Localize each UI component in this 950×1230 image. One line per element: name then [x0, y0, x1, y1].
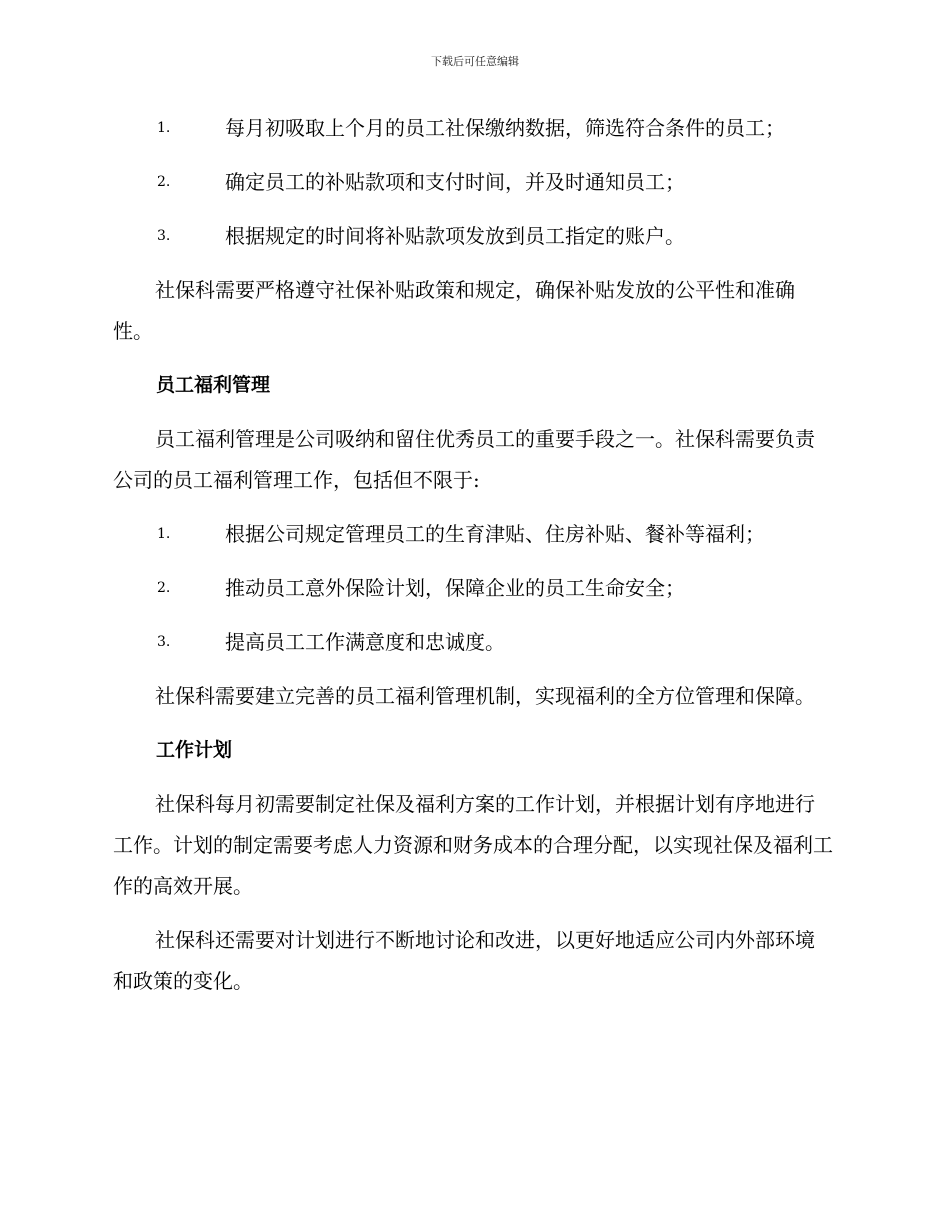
list-number: 1. — [157, 120, 171, 136]
list-text: 根据公司规定管理员工的生育津贴、住房补贴、餐补等福利； — [225, 522, 765, 546]
list-text: 提高员工工作满意度和忠诚度。 — [225, 630, 505, 654]
paragraph-welfare-mechanism: 社保科需要建立完善的员工福利管理机制，实现福利的全方位管理和保障。 — [155, 684, 815, 708]
paragraph-subsidy-compliance: 社保科需要严格遵守社保补贴政策和规定，确保补贴发放的公平性和准确性。 — [113, 278, 795, 343]
section-heading-welfare: 员工福利管理 — [156, 374, 271, 396]
list-number: 3. — [157, 634, 171, 650]
list-item — [113, 162, 833, 202]
list-number: 1. — [157, 526, 171, 542]
list-item — [113, 622, 833, 662]
list-text: 推动员工意外保险计划，保障企业的员工生命安全； — [225, 576, 685, 600]
paragraph-plan-improvement: 社保科还需要对计划进行不断地讨论和改进，以更好地适应公司内外部环境和政策的变化。 — [113, 928, 815, 993]
list-item — [113, 514, 833, 554]
page-header: 下载后可任意编辑 — [431, 55, 519, 68]
list-item — [113, 216, 833, 256]
section-heading-work-plan: 工作计划 — [156, 739, 233, 761]
list-text: 根据规定的时间将补贴款项发放到员工指定的账户。 — [225, 224, 685, 248]
list-number: 2. — [157, 580, 171, 596]
paragraph-welfare-intro: 员工福利管理是公司吸纳和留住优秀员工的重要手段之一。社保科需要负责公司的员工福利管理工作，包括但不限于: — [113, 427, 815, 492]
paragraph-work-plan: 社保科每月初需要制定社保及福利方案的工作计划，并根据计划有序地进行工作。计划的制定需要考虑人力资源和财务成本的合理分配，以实现社保及福利工作的高效开展。 — [113, 792, 833, 898]
list-number: 2. — [157, 174, 171, 190]
list-text: 每月初吸取上个月的员工社保缴纳数据，筛选符合条件的员工； — [225, 116, 785, 140]
list-text: 确定员工的补贴款项和支付时间，并及时通知员工； — [225, 170, 685, 194]
list-number: 3. — [157, 228, 171, 244]
document-body — [113, 108, 833, 1015]
list-item — [113, 108, 833, 148]
list-item — [113, 568, 833, 608]
